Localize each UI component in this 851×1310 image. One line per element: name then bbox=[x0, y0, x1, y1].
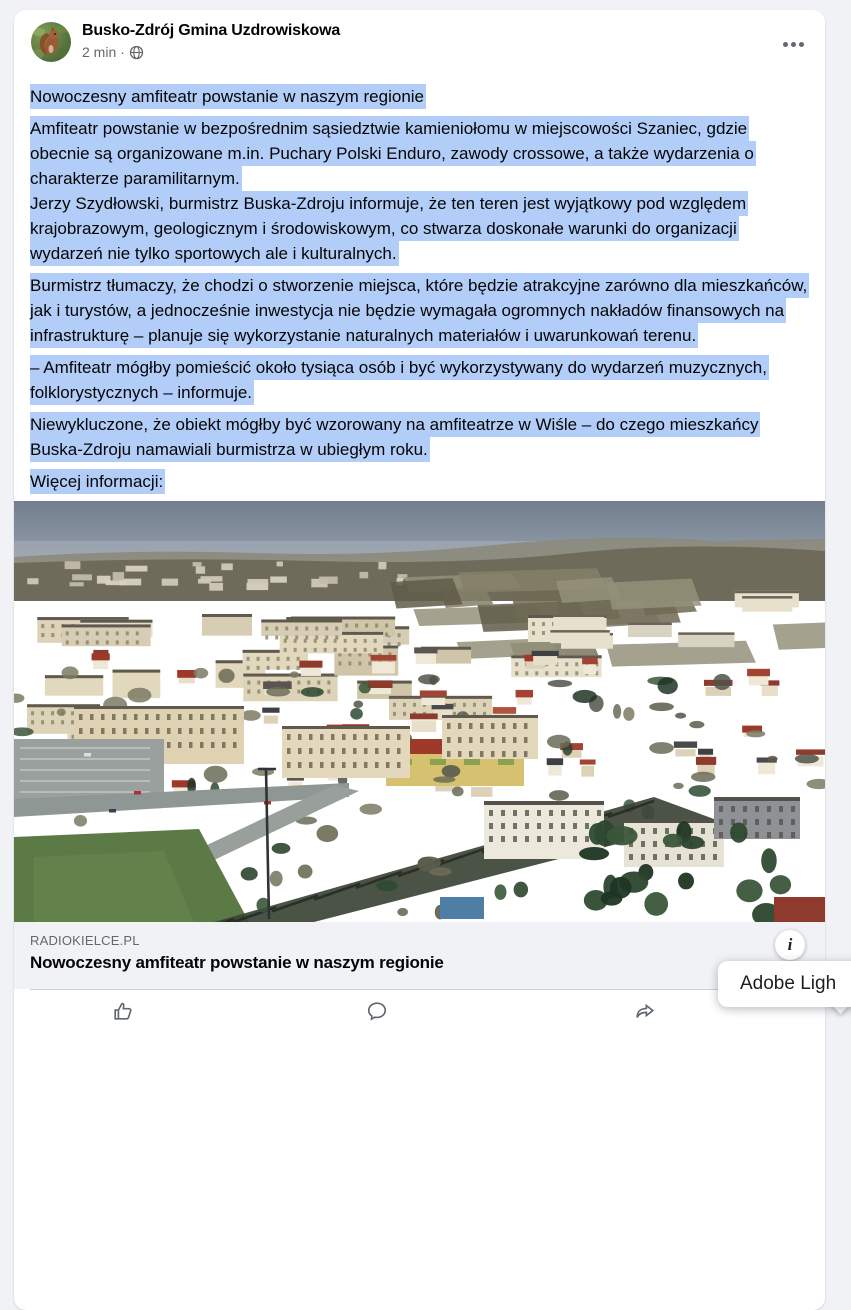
facebook-post-card bbox=[14, 10, 825, 1310]
globe-icon bbox=[129, 45, 144, 60]
like-icon bbox=[112, 1000, 134, 1022]
post-paragraph: Więcej informacji: bbox=[30, 469, 809, 494]
adobe-tooltip bbox=[718, 961, 851, 1007]
share-button[interactable] bbox=[634, 1000, 656, 1022]
squirrel-avatar-image bbox=[31, 22, 71, 62]
comment-button[interactable] bbox=[366, 1000, 388, 1022]
post-paragraph: Jerzy Szydłowski, burmistrz Buska-Zdroju informuje, że ten teren jest wyjątkowy pod względem krajobrazowym, geologicznym i środowiskowym, co stwarza doskonałe warunki do organizacji wydarzeń nie tylko sportowych ale i kulturalnych. bbox=[30, 191, 809, 266]
post-paragraph: Niewykluczone, że obiekt mógłby być wzorowany na amfiteatrze w Wiśle – do czego mieszkańcy Buska-Zdroju namawiali burmistrza w ubiegłym roku. bbox=[30, 412, 809, 462]
meta-separator: · bbox=[120, 44, 125, 60]
link-preview[interactable] bbox=[14, 922, 825, 989]
avatar[interactable] bbox=[31, 22, 71, 62]
post-meta-row bbox=[82, 44, 809, 60]
share-icon bbox=[634, 1000, 656, 1022]
like-button[interactable] bbox=[112, 1000, 134, 1022]
ellipsis-icon bbox=[783, 42, 788, 47]
post-paragraph: Amfiteatr powstanie w bezpośrednim sąsiedztwie kamieniołomu w miejscowości Szaniec, gdzie obecnie są organizowane m.in. Puchary Polski Enduro, zawody crossowe, a także wydarzenia o charakterze paramilitarnym. bbox=[30, 116, 809, 191]
comment-icon bbox=[366, 1000, 388, 1022]
info-icon: i bbox=[787, 935, 793, 954]
action-bar bbox=[30, 989, 809, 1039]
post-paragraph: – Amfiteatr mógłby pomieścić około tysiąca osób i być wykorzystywany do wydarzeń muzycznych, folklorystycznych – informuje. bbox=[30, 355, 809, 405]
timestamp[interactable]: 2 min bbox=[82, 44, 117, 60]
post-photo[interactable] bbox=[14, 501, 825, 922]
post-options-button[interactable] bbox=[779, 34, 807, 54]
post-paragraph: Nowoczesny amfiteatr powstanie w naszym regionie bbox=[30, 84, 809, 109]
tooltip-text: Adobe Ligh bbox=[740, 973, 837, 994]
author-name[interactable]: Busko-Zdrój Gmina Uzdrowiskowa bbox=[82, 22, 341, 39]
link-title: Nowoczesny amfiteatr powstanie w naszym regionie bbox=[30, 953, 444, 972]
post-header bbox=[14, 10, 825, 64]
link-domain: RADIOKIELCE.PL bbox=[30, 933, 140, 948]
info-button[interactable] bbox=[775, 930, 805, 960]
post-paragraph: Burmistrz tłumaczy, że chodzi o stworzenie miejsca, które będzie atrakcyjne zarówno dla mieszkańców, jak i turystów, a jednocześnie inwestycja nie będzie wymagała ogromnych nakładów finansowych na infrastrukturę – planuje się wykorzystanie naturalnych materiałów i uwarunkowań terenu. bbox=[30, 273, 809, 348]
post-text bbox=[14, 84, 825, 494]
